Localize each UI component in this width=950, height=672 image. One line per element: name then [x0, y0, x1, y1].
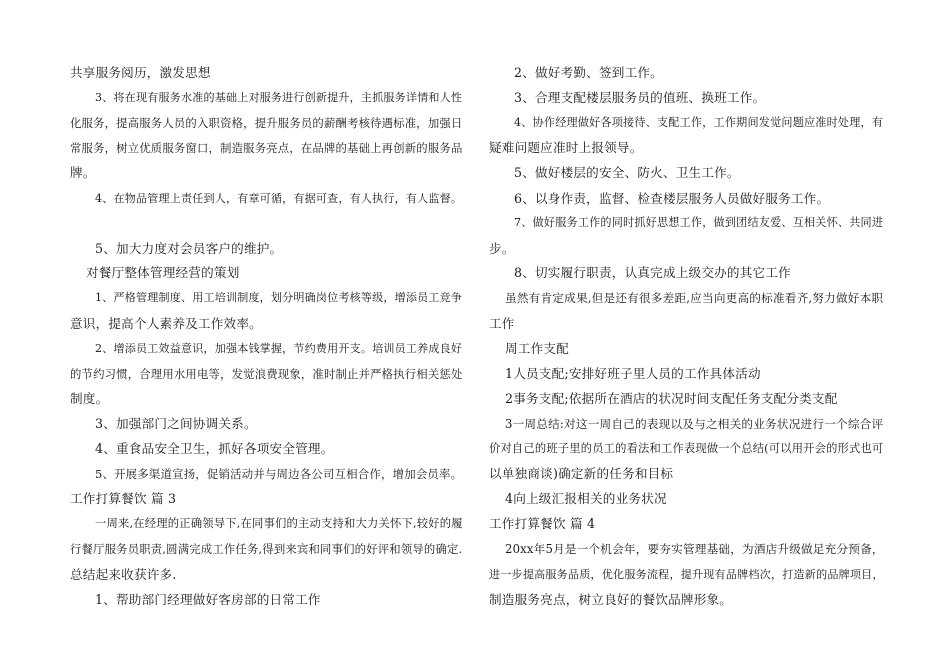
section-heading: 对餐厅整体管理经营的策划 — [86, 265, 240, 280]
section-heading: 工作打算餐饮 篇 3 — [70, 491, 177, 506]
paragraph-line: 2、做好考勤、签到工作。 — [514, 65, 663, 80]
paragraph-line: 3、合理支配楼层服务员的值班、换班工作。 — [514, 90, 766, 105]
paragraph-line: 价对自己的班子里的员工的看法和工作表现做一个总结(可以用开会的形式也可 — [489, 442, 884, 455]
paragraph-line: 6、以身作责，监督、检查楼层服务人员做好服务工作。 — [514, 191, 830, 206]
paragraph-line: 3一周总结:对这一周自己的表现以及与之相关的业务状况进行一个综合评 — [505, 417, 884, 431]
paragraph-line: 虽然有肯定成果,但是还有很多差距,应当向更高的标准看齐,努力做好本职 — [505, 291, 884, 305]
paragraph-line: 的节约习惯，合理用水用电等，发觉浪费现象，准时制止并严格执行相关惩处 — [70, 367, 463, 381]
paragraph-line: 行餐厅服务员职责,圆满完成工作任务,得到来宾和同事们的好评和领导的确定. — [70, 542, 463, 556]
paragraph-line: 4向上级汇报相关的业务状况 — [505, 491, 667, 506]
section-heading: 工作打算餐饮 篇 4 — [489, 516, 596, 531]
paragraph-line: 2、增添员工效益意识，加强本钱掌握，节约费用开支。培训员工养成良好 — [95, 342, 463, 355]
paragraph-line: 5、加大力度对会员客户的维护。 — [95, 241, 283, 256]
paragraph-line: 8、切实履行职责，认真完成上级交办的其它工作 — [514, 265, 791, 280]
paragraph-line: 3、加强部门之间协调关系。 — [95, 416, 257, 431]
paragraph-line: 4、重食品安全卫生，抓好各项安全管理。 — [95, 441, 334, 456]
section-heading: 周工作支配 — [505, 341, 569, 356]
paragraph-line: 1、帮助部门经理做好客房部的日常工作 — [95, 592, 321, 607]
paragraph-line: 20xx年5月是一个机会年，要夯实管理基础，为酒店升级做足充分预备， — [505, 542, 884, 556]
paragraph-line: 制造服务亮点，树立良好的餐饮品牌形象。 — [489, 592, 733, 607]
paragraph-line: 共享服务阅历，激发思想 — [70, 65, 211, 80]
paragraph-line: 3、将在现有服务水准的基础上对服务进行创新提升，主抓服务详情和人性 — [95, 91, 463, 104]
paragraph-line: 步。 — [489, 241, 515, 256]
paragraph-line: 牌。 — [70, 165, 96, 180]
paragraph-line: 常服务，树立优质服务窗口，制造服务亮点，在品牌的基础上再创新的服务品 — [70, 141, 463, 155]
paragraph-line: 疑难问题应准时上报领导。 — [489, 140, 643, 155]
paragraph-line: 1、严格管理制度、用工培训制度，划分明确岗位考核等级，增添员工竞争 — [95, 291, 463, 304]
paragraph-line: 进一步提高服务品质，优化服务流程，提升现有品牌档次，打造新的品牌项目， — [489, 568, 884, 581]
paragraph-line: 4、协作经理做好各项接待、支配工作，工作期间发觉问题应准时处理，有 — [514, 116, 884, 129]
paragraph-line: 4、在物品管理上责任到人，有章可循，有据可查，有人执行，有人监督。 — [95, 192, 463, 205]
paragraph-line: 7、做好服务工作的同时抓好思想工作，做到团结友爱、互相关怀、共同进 — [514, 216, 884, 229]
paragraph-line: 工作 — [489, 316, 515, 331]
paragraph-line: 化服务，提高服务人员的入职资格，提升服务员的薪酬考核待遇标准，加强日 — [70, 116, 463, 130]
paragraph-line: 一周来,在经理的正确领导下,在同事们的主动支持和大力关怀下,较好的履 — [95, 517, 463, 530]
paragraph-line: 意识，提高个人素养及工作效率。 — [70, 316, 262, 331]
paragraph-line: 以单独商谈)确定新的任务和目标 — [489, 466, 674, 481]
paragraph-line: 总结起来收获许多. — [70, 567, 177, 582]
paragraph-line: 5、开展多渠道宣扬，促销活动并与周边各公司互相合作，增加会员率。 — [95, 467, 463, 481]
paragraph-line: 2事务支配;依据所在酒店的状况时间支配任务支配分类支配 — [505, 391, 838, 406]
paragraph-line: 5、做好楼层的安全、防火、卫生工作。 — [514, 165, 740, 180]
paragraph-line: 1人员支配;安排好班子里人员的工作具体活动 — [505, 366, 761, 381]
paragraph-line: 制度。 — [70, 391, 109, 406]
